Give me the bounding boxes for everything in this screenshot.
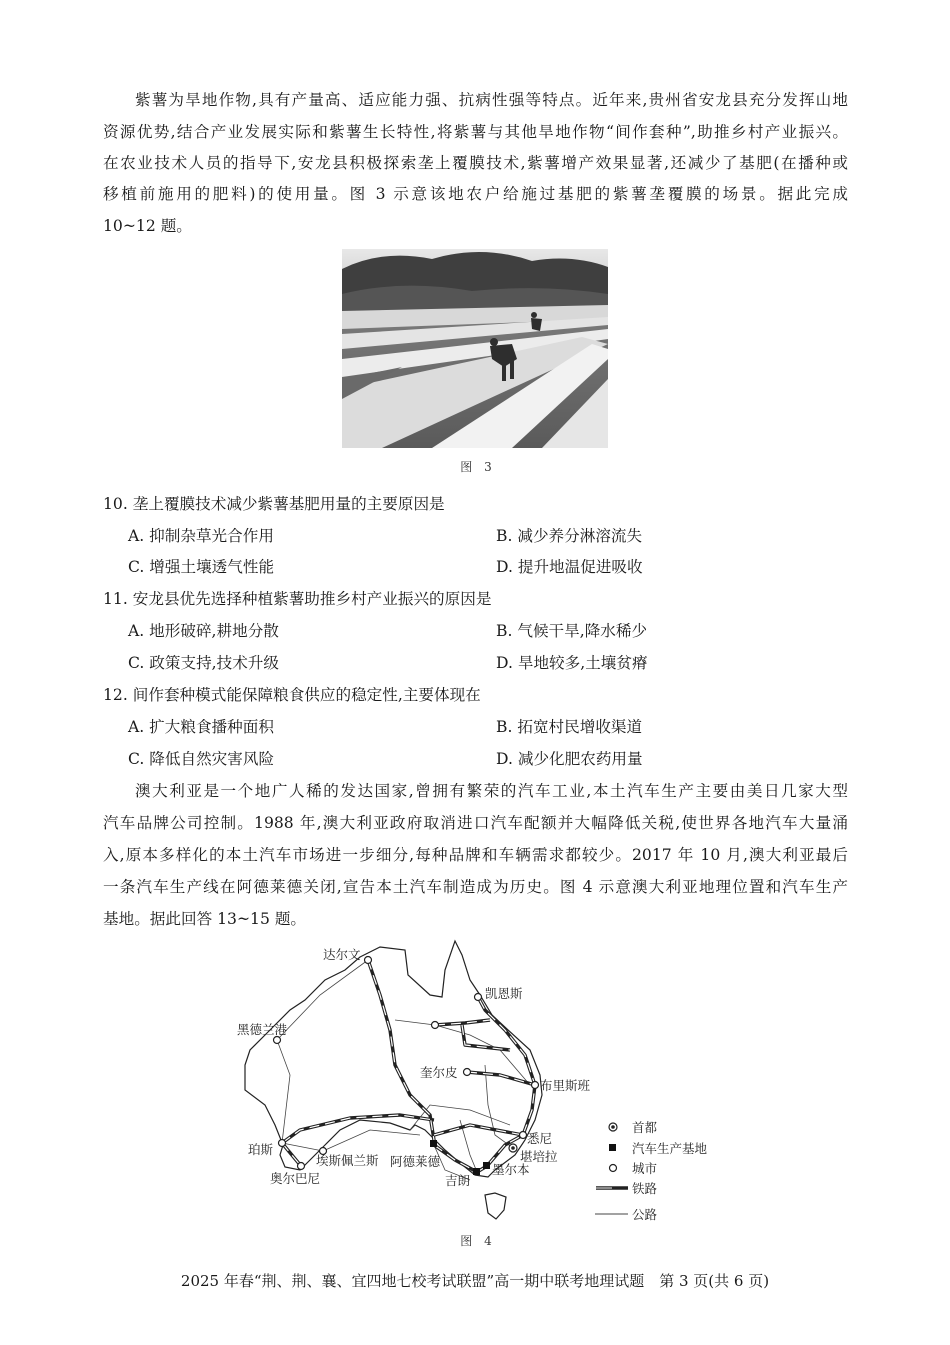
passage1-line: 紫薯为旱地作物,具有产量高、适应能力强、抗病性强等特点。近年来,贵州省安龙县充分发挥山地 (135, 91, 848, 109)
label-melbourne: 墨尔本 (492, 1162, 530, 1177)
label-cairns: 凯恩斯 (485, 986, 523, 1001)
darwin-marker (365, 957, 372, 964)
passage1-line: 在农业技术人员的指导下,安龙县积极探索垄上覆膜技术,紫薯增产效果显著,还减少了基肥(在播种或 (103, 154, 848, 172)
capital-marker-canberra (509, 1144, 517, 1152)
passage2-line: 入,原本多样化的本土汽车市场进一步细分,每种品牌和车辆需求都较少。2017 年 10 月,澳大利亚最后 (103, 846, 848, 864)
page-footer: 2025 年春“荆、荆、襄、宜四地七校考试联盟”高一期中联考地理试题 第 3 页(共 6 页) (180, 1272, 770, 1290)
passage2-line: 一条汽车生产线在阿德莱德关闭,宣告本土汽车制造成为历史。图 4 示意澳大利亚地理位置和汽车生产 (103, 878, 848, 896)
passage1-line: 资源优势,结合产业发展实际和紫薯生长特性,将紫薯与其他旱地作物“间作套种”,助推乡村产业振兴。 (103, 123, 848, 141)
question-10-option-c: C. 增强土壤透气性能 (128, 558, 275, 576)
label-geelong: 吉朗 (445, 1173, 471, 1188)
label-brisbane: 布里斯班 (540, 1078, 591, 1093)
map-legend (595, 1120, 708, 1222)
legend-car-base: 汽车生产基地 (632, 1141, 708, 1156)
label-perth: 珀斯 (248, 1142, 274, 1157)
question-10-stem: 10. 垄上覆膜技术减少紫薯基肥用量的主要原因是 (103, 495, 445, 513)
figure4-caption: 图 4 (460, 1234, 496, 1248)
question-11-stem: 11. 安龙县优先选择种植紫薯助推乡村产业振兴的原因是 (103, 590, 492, 608)
passage1-line: 10~12 题。 (103, 217, 192, 235)
label-darwin: 达尔文 (323, 947, 361, 962)
question-12-option-b: B. 拓宽村民增收渠道 (496, 718, 643, 736)
sydney-marker (520, 1132, 527, 1139)
inland-city-marker (432, 1022, 439, 1029)
question-12-stem: 12. 间作套种模式能保障粮食供应的稳定性,主要体现在 (103, 686, 481, 704)
passage2-line: 澳大利亚是一个地广人稀的发达国家,曾拥有繁荣的汽车工业,本土汽车生产主要由美日几家大型 (135, 782, 848, 800)
figure3-caption: 图 3 (460, 460, 496, 474)
question-12-option-c: C. 降低自然灾害风险 (128, 750, 275, 768)
label-quilpie: 奎尔皮 (420, 1065, 458, 1080)
label-adelaide: 阿德莱德 (390, 1154, 441, 1169)
port-hedland-marker (274, 1037, 281, 1044)
label-port-hedland: 黑德兰港 (237, 1022, 288, 1037)
question-11-option-c: C. 政策支持,技术升级 (128, 654, 279, 672)
label-albany: 奥尔巴尼 (270, 1171, 321, 1186)
brisbane-marker (532, 1082, 539, 1089)
legend-road: 公路 (632, 1207, 658, 1222)
passage2-line: 基地。据此回答 13~15 题。 (103, 910, 307, 928)
quilpie-marker (464, 1069, 471, 1076)
legend-railway: 铁路 (632, 1181, 658, 1196)
legend-city: 城市 (632, 1161, 658, 1176)
perth-marker (279, 1140, 286, 1147)
label-canberra: 堪培拉 (520, 1149, 558, 1164)
tasmania-coastline (485, 1193, 506, 1219)
cairns-marker (475, 994, 482, 1001)
question-12-option-d: D. 减少化肥农药用量 (496, 750, 643, 768)
legend-capital: 首都 (632, 1120, 658, 1135)
question-11-option-a: A. 地形破碎,耕地分散 (128, 622, 279, 640)
label-esperance: 埃斯佩兰斯 (316, 1153, 379, 1168)
question-10-option-b: B. 减少养分淋溶流失 (496, 527, 643, 545)
question-10-option-d: D. 提升地温促进吸收 (496, 558, 643, 576)
figure3-photo (342, 249, 608, 448)
passage2-line: 汽车品牌公司控制。1988 年,澳大利亚政府取消进口汽车配额并大幅降低关税,使世界各地汽车大量涌 (103, 814, 848, 832)
albany-marker (298, 1163, 305, 1170)
question-11-option-b: B. 气候干旱,降水稀少 (496, 622, 648, 640)
question-10-option-a: A. 抑制杂草光合作用 (128, 527, 274, 545)
passage1-line: 移植前施用的肥料)的使用量。图 3 示意该地农户给施过基肥的紫薯垄覆膜的场景。据此完成 (103, 185, 848, 203)
label-sydney: 悉尼 (527, 1131, 553, 1146)
figure4-australia-map (230, 935, 730, 1235)
question-11-option-d: D. 旱地较多,土壤贫瘠 (496, 654, 648, 672)
question-12-option-a: A. 扩大粮食播种面积 (128, 718, 274, 736)
